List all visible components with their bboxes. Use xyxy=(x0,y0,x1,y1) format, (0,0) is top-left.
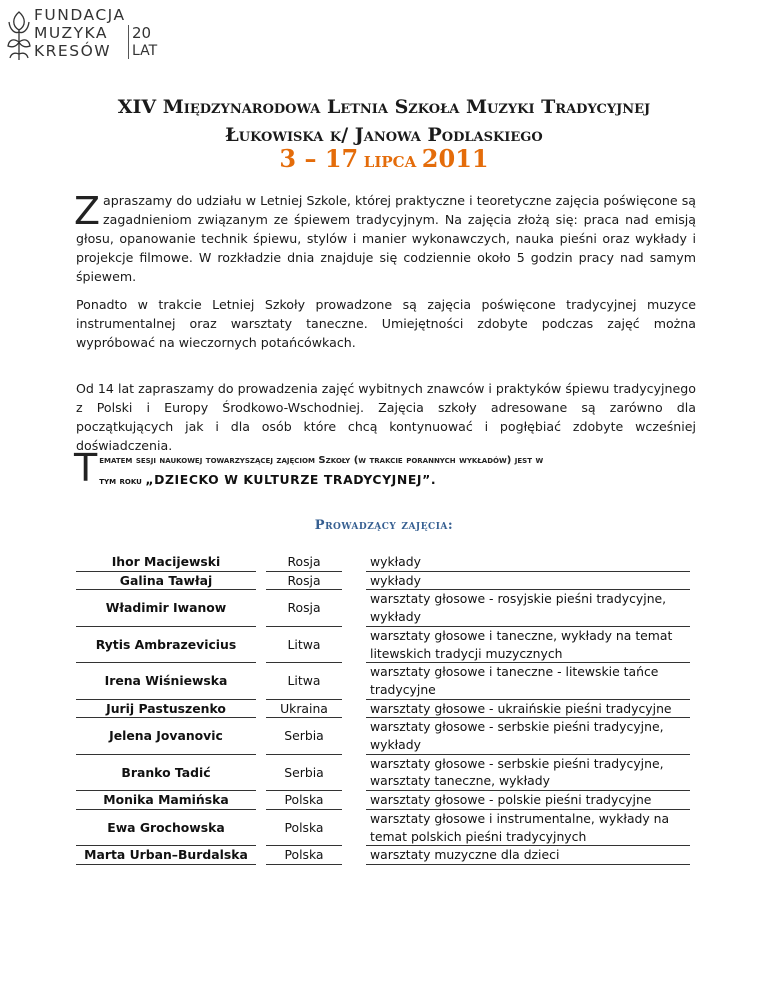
instructor-classes xyxy=(366,791,690,810)
table-row xyxy=(76,846,690,865)
instructor-name: Ihor Macijewski xyxy=(76,553,256,571)
instructor-country: Serbia xyxy=(266,718,342,754)
instructor-name: Jurij Pastuszenko xyxy=(76,699,256,718)
instructor-name: Irena Wiśniewska xyxy=(76,663,256,699)
table-row xyxy=(76,718,690,754)
instructor-classes-line: warsztaty głosowe - ukraińskie pieśni tradycyjne xyxy=(370,700,672,716)
instructor-country: Polska xyxy=(266,846,342,865)
logo-divider xyxy=(128,25,129,59)
instructor-classes xyxy=(366,571,690,590)
instructor-country: Ukraina xyxy=(266,699,342,718)
instructor-classes-line: warsztaty głosowe i instrumentalne, wykłady na xyxy=(370,810,670,826)
logo-line-3: KRESÓW xyxy=(34,42,112,60)
instructor-name: Władimir Iwanow xyxy=(76,590,256,626)
logo-line-1: FUNDACJA xyxy=(34,6,126,24)
instructor-classes xyxy=(366,809,690,845)
page-subtitle-location: Łukowiska k/ Janowa Podlaskiego xyxy=(225,124,543,146)
instructor-name: Monika Mamińska xyxy=(76,791,256,810)
instructor-classes-line: warsztaty muzyczne dla dzieci xyxy=(370,847,560,863)
instructor-classes-line: wykłady xyxy=(370,737,421,753)
instructor-country: Litwa xyxy=(266,626,342,662)
logo-years-number: 20 xyxy=(132,24,152,42)
date-range: 3 – 17 xyxy=(279,144,359,173)
theme-paragraph xyxy=(74,446,696,491)
intro-paragraph-1-text: apraszamy do udziału w Letniej Szkole, której praktyczne i teoretyczne zajęcia poświęcone są zagadnieniom związanym ze śpiewem tradycyjnym. Na zajęcia złożą się: praca nad emisją głosu, opanowanie technik śpiewu, stylów i manier wykonawczych, nauka pieśni oraz wykłady i projekcje filmowe. W rozkładzie dnia znajduje się codziennie około 5 godzin pracy nad samym śpiewem. xyxy=(76,193,696,284)
intro-paragraph-3: Od 14 lat zapraszamy do prowadzenia zajęć wybitnych znawców i praktyków śpiewu tradycyjnego z Polski i Europy Środkowo-Wschodniej. Zajęcia szkoły adresowane są zarówno dla początkujących jak i dla osób które chcą kontynuować i pogłębiać zdobyte wcześniej doświadczenia. xyxy=(76,381,696,453)
table-row xyxy=(76,590,690,626)
instructor-country: Polska xyxy=(266,809,342,845)
flower-icon xyxy=(6,8,32,64)
instructor-classes xyxy=(366,590,690,626)
dropcap-z: Z xyxy=(74,189,101,233)
event-date xyxy=(0,144,768,173)
instructor-classes-line: warsztaty głosowe i taneczne, wykłady na temat xyxy=(370,627,673,643)
foundation-logo xyxy=(6,6,156,66)
table-row xyxy=(76,699,690,718)
table-row xyxy=(76,754,690,790)
instructor-classes xyxy=(366,846,690,865)
instructor-classes-line: warsztaty głosowe - serbskie pieśni tradycyjne, xyxy=(370,755,664,771)
instructor-classes-line: wykłady xyxy=(370,609,421,625)
logo-line-2: MUZYKA xyxy=(34,24,109,42)
table-row xyxy=(76,571,690,590)
instructor-classes-line: wykłady xyxy=(370,554,421,569)
date-year: 2011 xyxy=(421,144,489,173)
instructor-classes-line: wykłady xyxy=(370,572,421,588)
instructor-classes xyxy=(366,699,690,718)
table-row xyxy=(76,626,690,662)
instructor-classes-line: warsztaty głosowe - rosyjskie pieśni tradycyjne, xyxy=(370,591,667,607)
table-row xyxy=(76,663,690,699)
instructor-classes-line: temat polskich pieśni tradycyjnych xyxy=(370,828,587,844)
table-row xyxy=(76,791,690,810)
instructor-classes-line: warsztaty głosowe i taneczne - litewskie tańce xyxy=(370,664,659,680)
instructor-country: Rosja xyxy=(266,590,342,626)
instructor-country: Rosja xyxy=(266,553,342,571)
page-title: XIV Międzynarodowa Letnia Szkoła Muzyki Tradycyjnej xyxy=(117,96,651,118)
instructors-table xyxy=(76,553,690,865)
instructor-classes xyxy=(366,663,690,699)
theme-line-1: ematem sesji naukowej towarzyszącej zajęciom Szkoły (w trakcie porannych wykładów) jest w xyxy=(99,455,544,466)
instructor-classes xyxy=(366,754,690,790)
instructor-country: Litwa xyxy=(266,663,342,699)
instructor-classes-line: warsztaty głosowe - polskie pieśni tradycyjne xyxy=(370,792,652,808)
table-row xyxy=(76,553,690,571)
instructor-name: Marta Urban–Burdalska xyxy=(76,846,256,865)
instructor-name: Rytis Ambrazevicius xyxy=(76,626,256,662)
date-month: LIPCA xyxy=(363,153,417,171)
logo-years-label: LAT xyxy=(132,43,158,59)
theme-topic: „DZIECKO W KULTURZE TRADYCYJNEJ”. xyxy=(145,472,437,487)
instructor-classes-line: tradycyjne xyxy=(370,681,436,697)
instructor-classes-line: litewskich tradycji muzycznych xyxy=(370,645,563,661)
dropcap-t: T xyxy=(74,446,98,490)
instructor-classes xyxy=(366,626,690,662)
instructor-classes-line: warsztaty głosowe - serbskie pieśni tradycyjne, xyxy=(370,719,664,735)
instructor-name: Branko Tadić xyxy=(76,754,256,790)
instructor-name: Jelena Jovanovic xyxy=(76,718,256,754)
table-row xyxy=(76,809,690,845)
instructor-classes xyxy=(366,718,690,754)
instructor-country: Rosja xyxy=(266,571,342,590)
theme-line-2-prefix: tym roku xyxy=(99,476,146,487)
instructor-classes xyxy=(366,553,690,571)
theme-line-2 xyxy=(76,470,696,491)
instructor-name: Ewa Grochowska xyxy=(76,809,256,845)
instructor-name: Galina Tawłaj xyxy=(76,571,256,590)
intro-paragraph-2: Ponadto w trakcie Letniej Szkoły prowadzone są zajęcia poświęcone tradycyjnej muzyce instrumentalnej oraz warsztaty taneczne. Umiejętności zdobyte podczas zajęć można wypróbować na wieczornych potańcówkach. xyxy=(76,297,696,350)
instructors-heading: Prowadzący zajęcia: xyxy=(314,518,454,533)
intro-paragraph-1 xyxy=(76,191,696,286)
instructor-country: Serbia xyxy=(266,754,342,790)
instructor-classes-line: warsztaty taneczne, wykłady xyxy=(370,773,550,789)
instructor-country: Polska xyxy=(266,791,342,810)
